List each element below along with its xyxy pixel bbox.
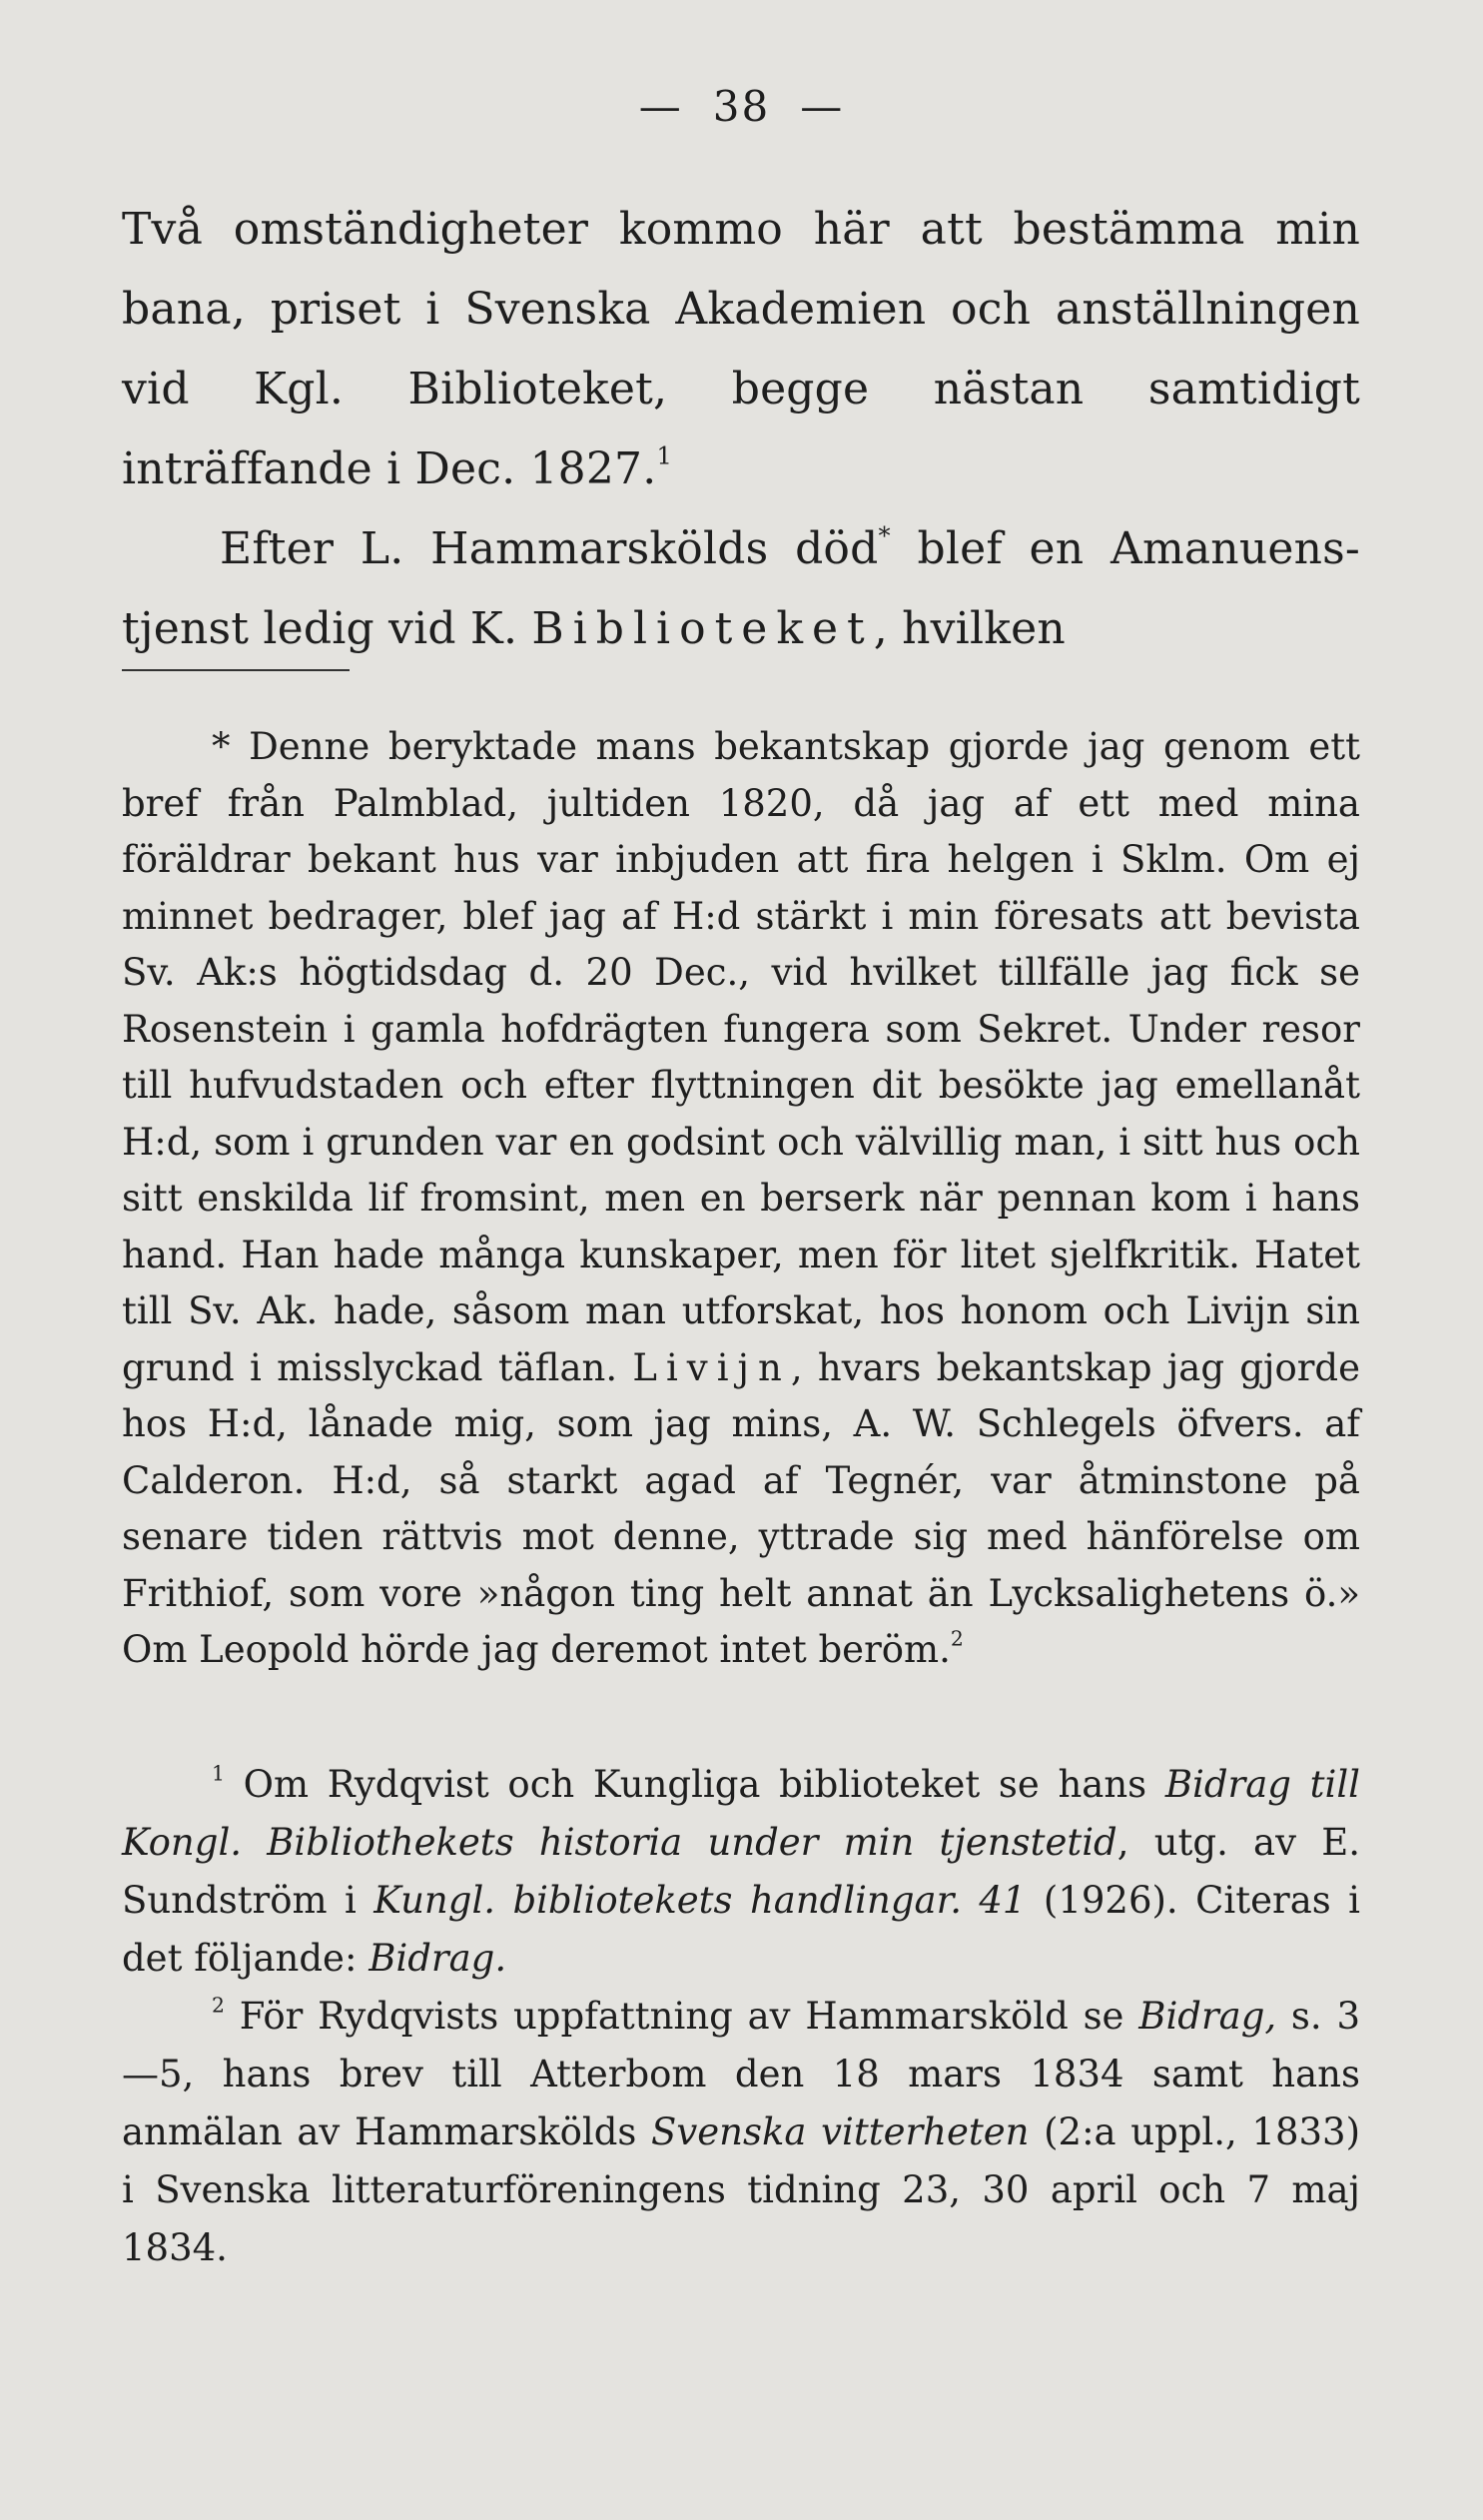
- footnote-2-text-1: För Rydqvists uppfattning av Hammarsköld se: [224, 1995, 1139, 2038]
- main-paragraph-2-end: , hvilken: [873, 603, 1066, 654]
- footnote-2-title-bidrag: Bidrag,: [1138, 1995, 1277, 2038]
- page-header: [0, 82, 1483, 131]
- footnote-2-title-vitterheten: Svenska vitterheten: [651, 2110, 1030, 2153]
- main-paragraph-2-mid: blef en Amanuens-tjenst ledig vid K.: [122, 523, 1361, 654]
- footnote-1-title-bidrag: Bidrag till Kongl. Bibliothekets historia under min tjenstetid: [122, 1763, 1360, 1864]
- footnote-2-marker: 2: [212, 1993, 225, 2018]
- spaced-word-biblioteket: Biblioteket: [531, 603, 874, 654]
- footnote-1-short-title: Bidrag.: [369, 1937, 507, 1980]
- main-paragraph-2: [122, 509, 1360, 669]
- main-text: [122, 190, 1360, 669]
- footnote-separator: [122, 669, 350, 671]
- footnote-2-text-3: (2:a uppl., 1833) i Svenska litteraturföreningens tidning 23, 30 april och 7 maj 1834.: [122, 2110, 1361, 2269]
- page-number: 38: [712, 82, 771, 131]
- footnote-1-text-1: Om Rydqvist och Kungliga biblioteket se hans: [224, 1763, 1165, 1806]
- footnote-star-text-1: Denne beryktade mans bekantskap gjorde jag genom ett bref från Palmblad, jultiden 1820, då jag af ett med mina föräldrar bekant hus var inbjuden att fira helgen i Sklm. Om ej minnet bedrager, blef jag af H:d stärkt i min föresats att bevista Sv. Ak:s högtidsdag d. 20 Dec., vid hvilket tillfälle jag fick se Rosenstein i gamla hofdrägten fungera som Sekret. Under resor till hufvudstaden och efter flyttningen dit besökte jag emellanåt H:d, som i grunden var en godsint och välvillig man, i sitt hus och sitt enskilda lif fromsint, men en berserk när pennan kom i hans hand. Han hade många kunskaper, men för litet sjelfkritik. Hatet till Sv. Ak. hade, såsom man utforskat, hos honom och Livijn sin grund i misslyckad täflan.: [122, 725, 1360, 1389]
- numbered-footnotes: [122, 1756, 1360, 2277]
- footnote-star-marker: *: [212, 725, 231, 768]
- footnote-1: [122, 1756, 1360, 1988]
- footnote-ref-1: 1: [656, 441, 673, 470]
- footnote-1-series-title: Kungl. bibliotekets handlingar. 41: [373, 1879, 1027, 1922]
- header-dash-left: —: [638, 82, 683, 131]
- footnote-ref-star: *: [878, 521, 891, 550]
- footnote-1-marker: 1: [212, 1761, 225, 1786]
- footnote-star-text-2: , hvars bekantskap jag gjorde hos H:d, lånade mig, som jag mins, A. W. Schlegels öfvers. af Calderon. H:d, så starkt agad af Tegnér, var åtminstone på senare tiden rättvis mot denne, yttrade sig med hänförelse om Frithiof, som vore »någon ting helt annat än Lycksalighetens ö.» Om Leopold hörde jag deremot intet beröm.: [122, 1345, 1360, 1671]
- footnote-ref-2: 2: [950, 1626, 964, 1651]
- main-paragraph-1: [122, 190, 1360, 509]
- footnote-2-text-2: s. 3—5, hans brev till Atterbom den 18 mars 1834 samt hans anmälan av Hammarskölds: [122, 1995, 1361, 2153]
- footnote-1-text-3: (1926). Citeras i det följande:: [122, 1879, 1361, 1980]
- main-paragraph-1-text: Två omständigheter kommo här att bestämma min bana, priset i Svenska Akademien och anställningen vid Kgl. Biblioteket, begge nästan samtidigt inträffande i Dec. 1827.: [122, 204, 1360, 494]
- header-dash-right: —: [800, 82, 845, 131]
- footnote-1-text-2: , utg. av E. Sundström i: [122, 1821, 1360, 1922]
- main-paragraph-2-start: Efter L. Hammarskölds död: [220, 523, 879, 574]
- spaced-name-livijn: Livijn: [632, 1345, 791, 1389]
- footnote-star: [122, 719, 1360, 1679]
- footnote-2: [122, 1988, 1360, 2277]
- footnote-star-paragraph: [122, 719, 1360, 1679]
